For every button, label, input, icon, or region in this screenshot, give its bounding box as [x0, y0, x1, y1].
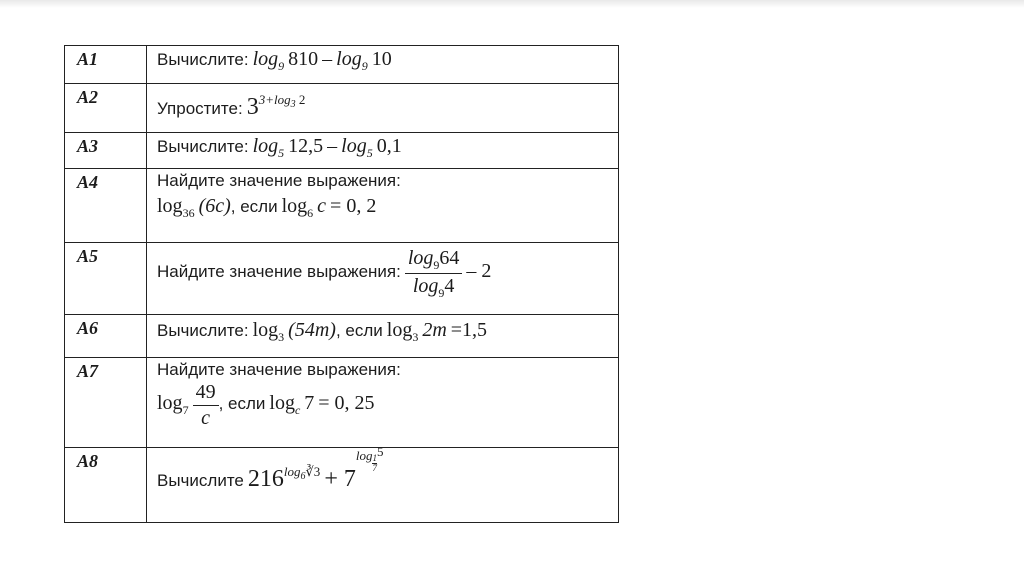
table-row — [65, 315, 619, 358]
task-label: A2 — [65, 84, 147, 133]
task-label: A4 — [65, 169, 147, 243]
equation-rhs: =1,5 — [450, 319, 488, 341]
table-row — [65, 133, 619, 169]
task-label: A3 — [65, 133, 147, 169]
table-row — [65, 448, 619, 523]
task-body — [147, 84, 619, 133]
task-prompt: Найдите значение выражения: — [157, 262, 401, 282]
task-prompt: Вычислите: — [157, 321, 249, 340]
task-body — [147, 169, 619, 243]
log-1: $\log_9$ — [252, 48, 285, 73]
log-arg-1: 12,5 — [288, 135, 324, 157]
task-label: A1 — [65, 46, 147, 84]
log-2: $\log_5$ — [341, 135, 373, 160]
condition-word: , если — [335, 321, 383, 340]
log-arg-1: 810 — [288, 48, 319, 70]
task-label: A6 — [65, 315, 147, 358]
log-arg-2: 2m — [422, 319, 447, 341]
task-body — [147, 243, 619, 315]
log-1: $\log_5$ — [252, 135, 285, 160]
exponent-2: log $\frac{1}{7}$ 5 — [355, 444, 384, 473]
equation-rhs: = 0, 25 — [318, 392, 375, 415]
table-row — [65, 358, 619, 448]
task-label: A7 — [65, 358, 147, 448]
minus-sign: – — [327, 135, 338, 157]
equation-rhs: = 0, 2 — [330, 195, 377, 217]
minus-two: – 2 — [466, 260, 492, 283]
table-row — [65, 243, 619, 315]
task-body — [147, 46, 619, 84]
task-body: Вычислите: $\log_3 (54m)$, если $\log_3 2m =1,5$ — [147, 315, 619, 358]
task-prompt: Найдите значение выражения: — [157, 171, 401, 190]
log-2: $\log_9$ — [336, 48, 368, 73]
task-label: A8 — [65, 448, 147, 523]
task-table — [64, 45, 619, 523]
slide-top-edge — [0, 0, 1024, 8]
power-base: 3 — [246, 94, 259, 120]
log-arg-2: 10 — [371, 48, 392, 70]
task-prompt: Найдите значение выражения: — [157, 360, 401, 379]
task-prompt: Вычислите — [157, 471, 244, 490]
task-expression: $\log_{36} (6c)$, если $\log_6 c = 0$, 2 — [157, 195, 377, 220]
power-base-216: 216 — [247, 466, 284, 492]
condition-word: , если — [218, 394, 266, 414]
fraction-49-over-c: $\frac{49}{c}$ — [193, 380, 219, 431]
task-prompt: Вычислите: — [157, 137, 249, 156]
log-fraction: $\frac{\log_964}{\log_94}$ — [405, 246, 463, 301]
log-arg-2: 0,1 — [376, 135, 402, 157]
task-prompt: Упростите: — [157, 99, 243, 118]
log-arg-2: c — [317, 195, 327, 217]
power-exponent: 3+log3 2 — [258, 92, 306, 110]
task-body — [147, 133, 619, 169]
task-label: A5 — [65, 243, 147, 315]
task-prompt: Вычислите: — [157, 50, 249, 69]
task-expression: $\log_7$ $\frac{49}{c}$ , если $\log_c 7 = 0$, 25 — [157, 381, 375, 429]
table-row — [65, 84, 619, 133]
minus-sign: – — [322, 48, 333, 70]
log-arg-1: (6c) — [198, 195, 231, 217]
task-body — [147, 444, 619, 523]
condition-word: , если — [230, 197, 278, 216]
exponent-1: log6∛3 — [283, 464, 321, 482]
table-row — [65, 46, 619, 84]
task-body — [147, 358, 619, 448]
table-row — [65, 169, 619, 243]
log-arg-2: 7 — [304, 392, 315, 415]
log-arg-1: (54m) — [288, 319, 336, 341]
power-base-7: + 7 — [324, 466, 356, 492]
